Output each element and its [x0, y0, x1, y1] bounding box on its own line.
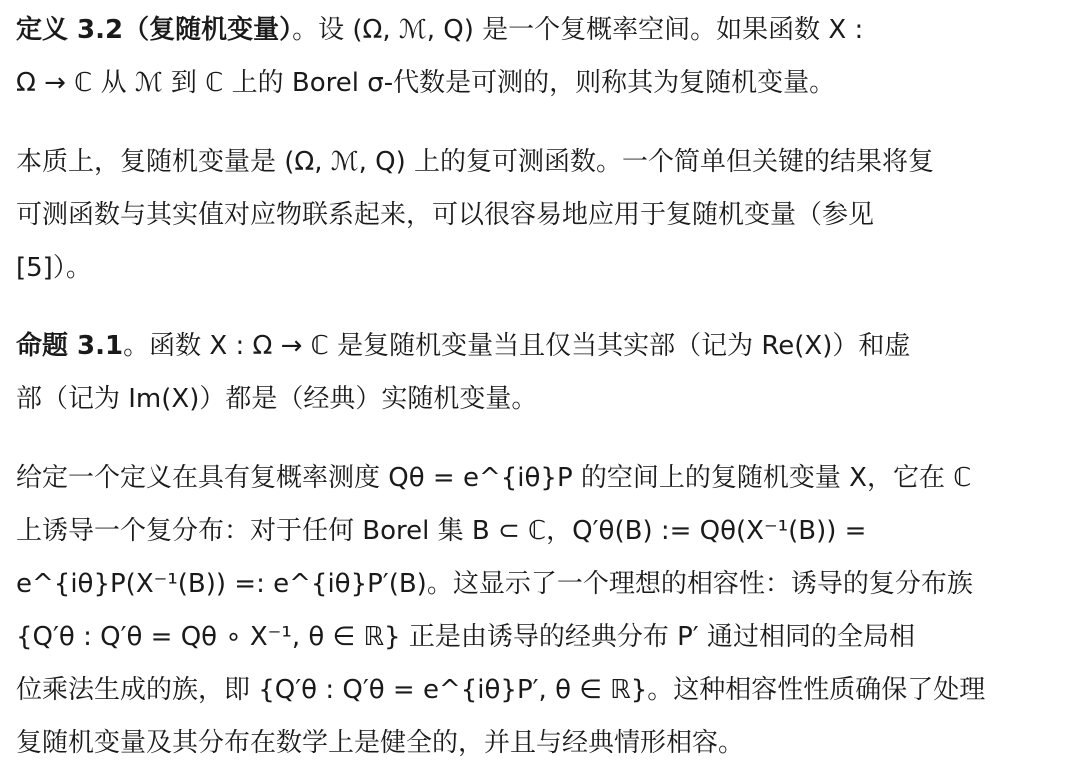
- proposition-line-2: 部（记为 Im(X)）都是（经典）实随机变量。: [16, 384, 538, 414]
- definition-line-1-text: 。设 (Ω, ℳ, Q) 是一个复概率空间。如果函数 X :: [292, 15, 864, 45]
- closing-line-4: {Q′θ : Q′θ = Qθ ∘ X⁻¹, θ ∈ ℝ} 正是由诱导的经典分布 P′ 通过相同的全局相: [16, 622, 915, 652]
- intro-line-1: 本质上，复随机变量是 (Ω, ℳ, Q) 上的复可测函数。一个简单但关键的结果将复: [16, 147, 935, 177]
- closing-line-6: 复随机变量及其分布在数学上是健全的，并且与经典情形相容。: [16, 728, 745, 758]
- closing-paragraph: [16, 452, 985, 770]
- proposition-line-1: [16, 320, 910, 373]
- definition-heading: 定义 3.2（复随机变量）: [16, 15, 293, 45]
- definition-paragraph: [16, 4, 863, 110]
- proposition-paragraph: [16, 320, 910, 426]
- closing-line-5: 位乘法生成的族，即 {Q′θ : Q′θ = e^{iθ}P′, θ ∈ ℝ}。这种相容性性质确保了处理: [16, 675, 986, 705]
- closing-line-1: 给定一个定义在具有复概率测度 Qθ = e^{iθ}P 的空间上的复随机变量 X，它在 ℂ: [16, 463, 972, 493]
- intro-line-3: [5]）。: [16, 253, 92, 283]
- closing-line-3: e^{iθ}P(X⁻¹(B)) =: e^{iθ}P′(B)。这显示了一个理想的相容性：诱导的复分布族: [16, 569, 973, 599]
- definition-line-2: Ω → ℂ 从 ℳ 到 ℂ 上的 Borel σ-代数是可测的，则称其为复随机变量。: [16, 68, 836, 98]
- intro-line-2: 可测函数与其实值对应物联系起来，可以很容易地应用于复随机变量（参见: [16, 200, 875, 230]
- intro-paragraph: [16, 136, 934, 295]
- proposition-line-1-text: 。函数 X : Ω → ℂ 是复随机变量当且仅当其实部（记为 Re(X)）和虚: [123, 331, 911, 361]
- proposition-heading: 命题 3.1: [16, 331, 124, 361]
- definition-line-1: [16, 4, 863, 57]
- closing-line-2: 上诱导一个复分布：对于任何 Borel 集 B ⊂ ℂ，Q′θ(B) := Qθ(X⁻¹(B)) =: [16, 516, 867, 546]
